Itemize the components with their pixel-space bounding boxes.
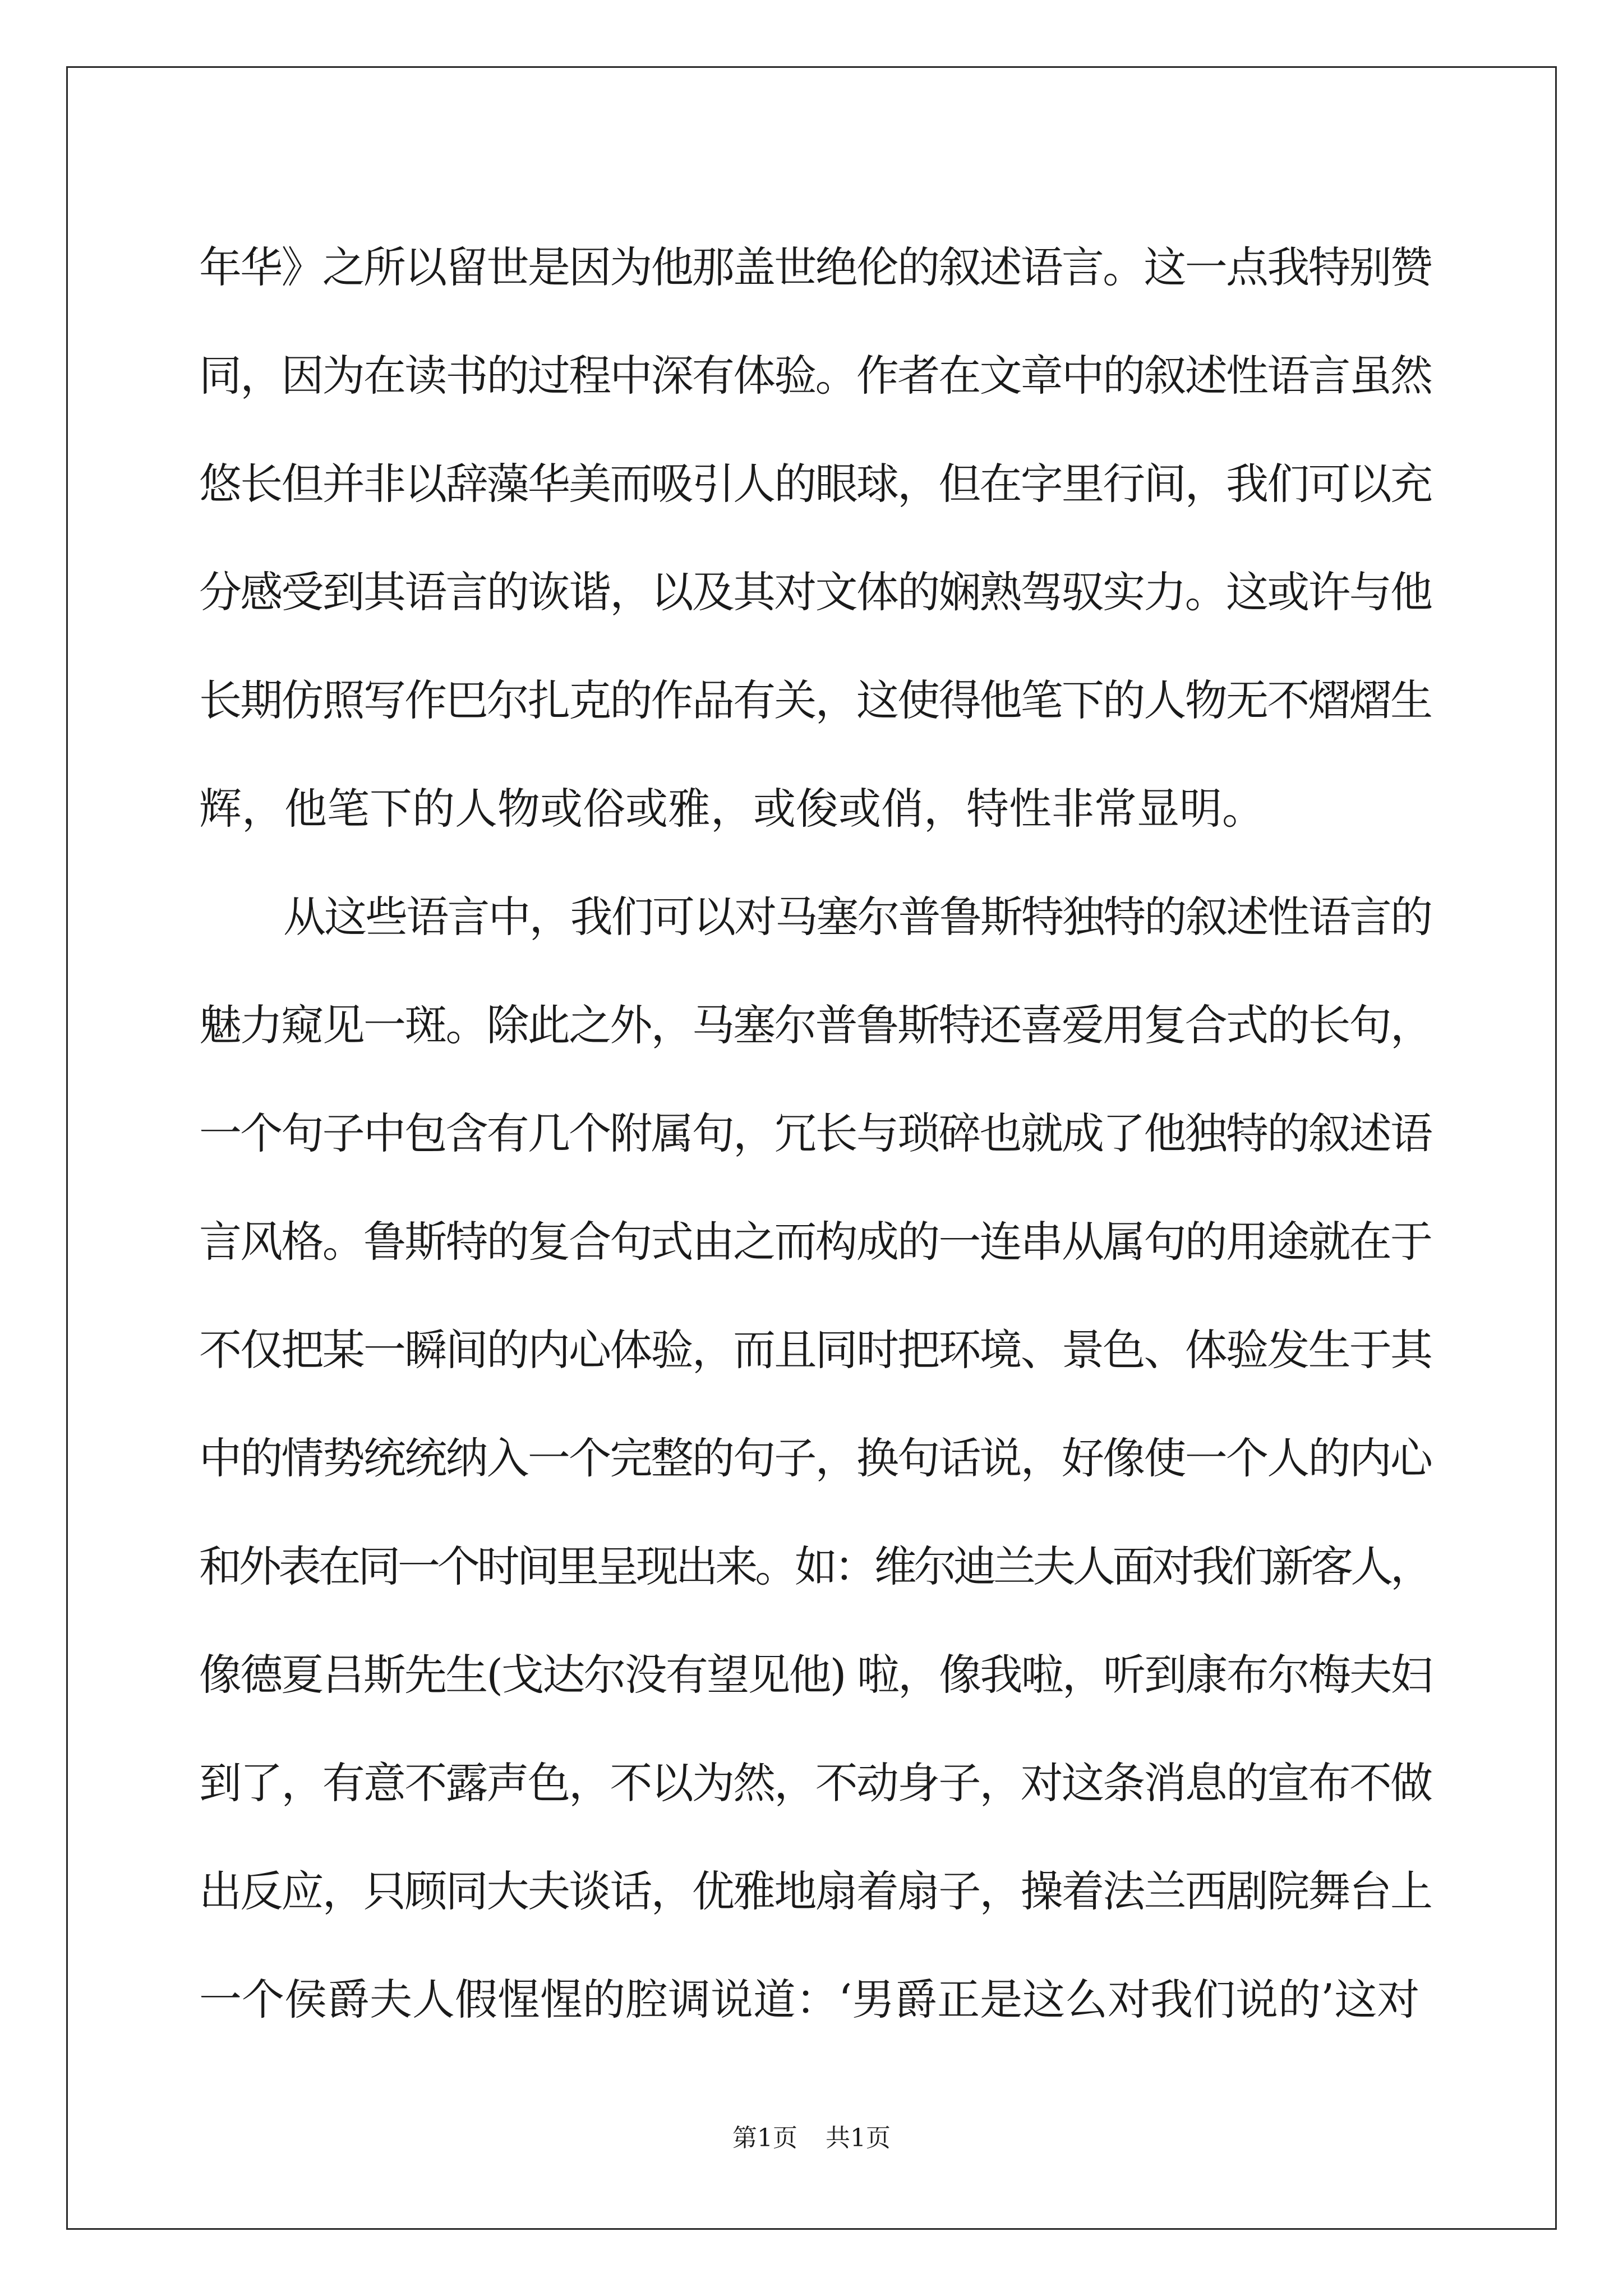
text-line: 不仅把某一瞬间的内心体验，而且同时把环境、景色、体验发生于其 bbox=[199, 1325, 1432, 1375]
text-line: 一个句子中包含有几个附属句，冗长与琐碎也就成了他独特的叙述语 bbox=[199, 1108, 1432, 1158]
text-line: 同，因为在读书的过程中深有体验。作者在文章中的叙述性语言虽然 bbox=[199, 351, 1432, 401]
page-number-current: 第1页 bbox=[732, 2124, 797, 2152]
text-line: 像德夏吕斯先生(戈达尔没有望见他) 啦，像我啦，听到康布尔梅夫妇 bbox=[199, 1650, 1432, 1700]
text-line: 魅力窥见一斑。除此之外，马塞尔普鲁斯特还喜爱用复合式的长句， bbox=[199, 1000, 1432, 1050]
text-line: 到了，有意不露声色，不以为然，不动身子，对这条消息的宣布不做 bbox=[199, 1758, 1432, 1808]
text-line: 一个侯爵夫人假惺惺的腔调说道：‘男爵正是这么对我们说的’这对 bbox=[199, 1975, 1420, 2024]
text-line: 分感受到其语言的诙谐，以及其对文体的娴熟驾驭实力。这或许与他 bbox=[199, 567, 1432, 617]
document-body bbox=[199, 213, 1433, 2054]
page-footer bbox=[0, 2122, 1623, 2155]
text-line: 和外表在同一个时间里呈现出来。如：维尔迪兰夫人面对我们新客人， bbox=[199, 1542, 1430, 1591]
text-line: 长期仿照写作巴尔扎克的作品有关，这使得他笔下的人物无不熠熠生 bbox=[199, 675, 1432, 725]
page-number-total: 共1页 bbox=[826, 2124, 891, 2152]
text-line: 悠长但并非以辞藻华美而吸引人的眼球，但在字里行间，我们可以充 bbox=[199, 459, 1432, 509]
text-line: 辉，他笔下的人物或俗或雅，或俊或俏，特性非常显明。 bbox=[199, 784, 1265, 834]
text-line: 出反应，只顾同大夫谈话，优雅地扇着扇子，操着法兰西剧院舞台上 bbox=[199, 1866, 1432, 1916]
text-line: 言风格。鲁斯特的复合句式由之而构成的一连串从属句的用途就在于 bbox=[199, 1217, 1432, 1267]
text-line: 年华》之所以留世是因为他那盖世绝伦的叙述语言。这一点我特别赞 bbox=[199, 242, 1432, 292]
text-line: 中的情势统统纳入一个完整的句子，换句话说，好像使一个人的内心 bbox=[199, 1433, 1432, 1483]
paragraph-start-line: 从这些语言中，我们可以对马塞尔普鲁斯特独特的叙述性语言的 bbox=[283, 892, 1432, 942]
